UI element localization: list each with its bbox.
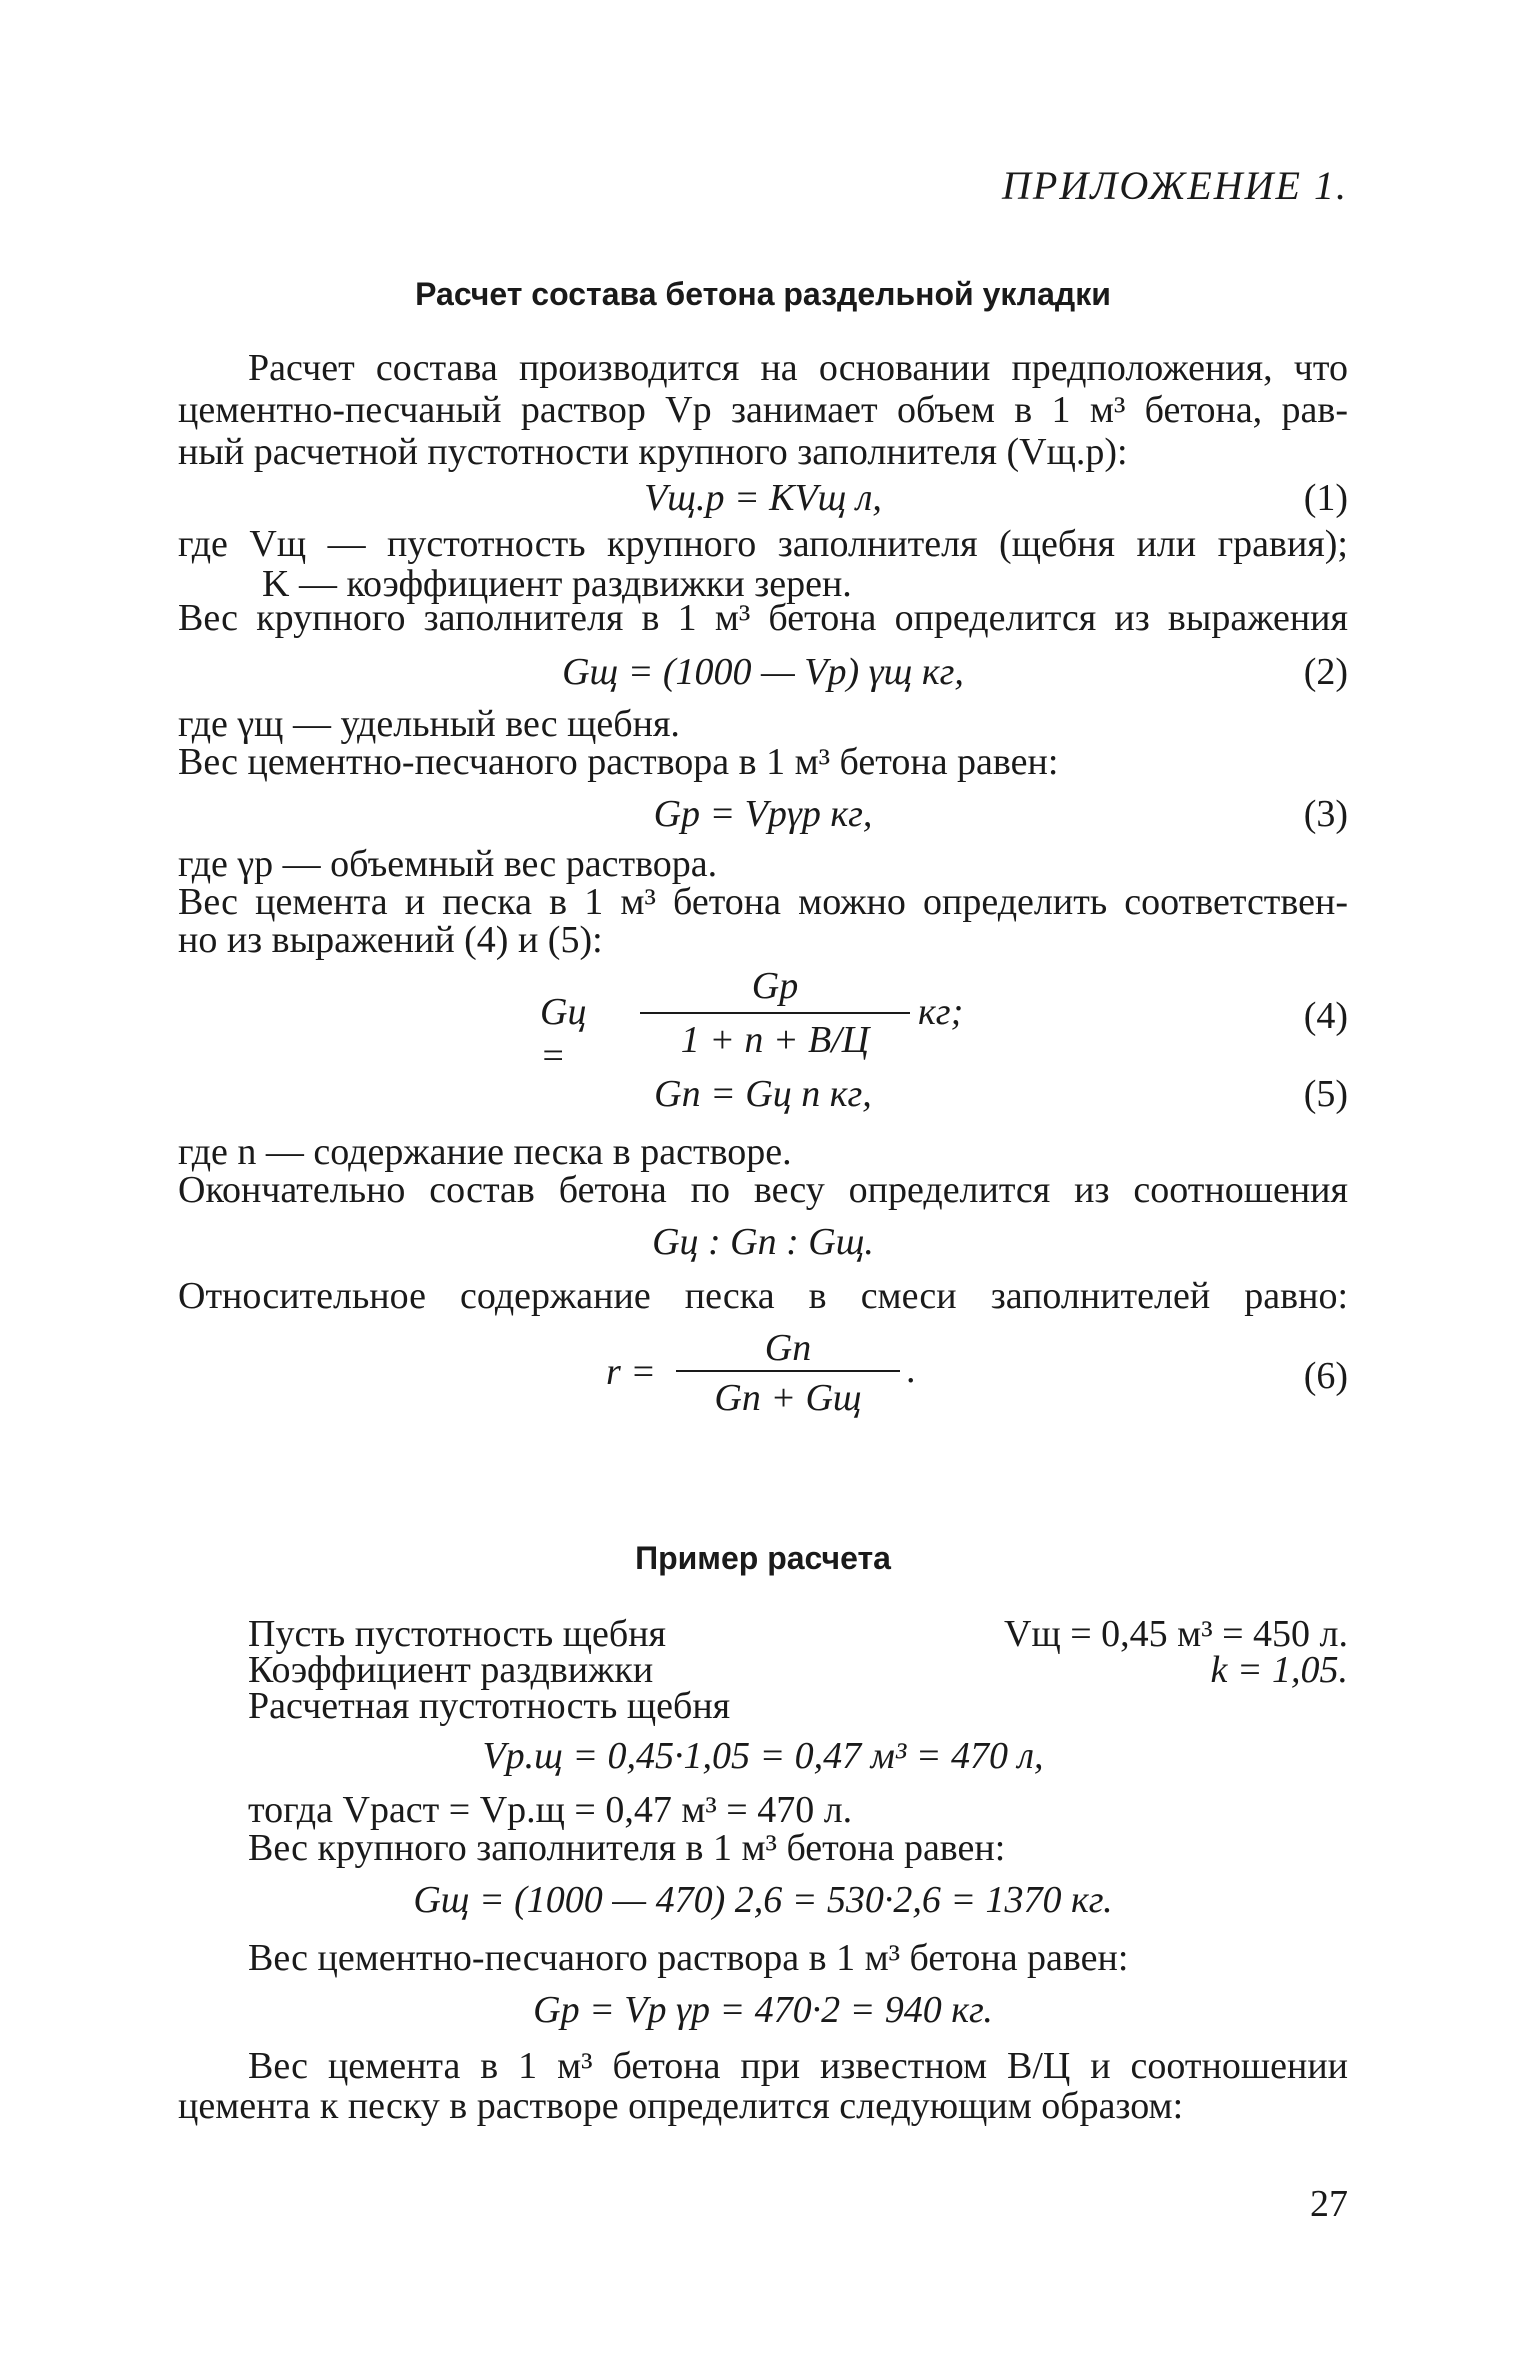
where-line-1b: K — коэффициент раздвижки зерен. bbox=[262, 563, 852, 605]
where-line-3: где γр — объемный вес раствора. bbox=[178, 843, 718, 885]
equation-6-fraction-bar bbox=[676, 1370, 900, 1372]
equation-6-lhs: r = bbox=[606, 1351, 656, 1393]
example-row-2-label: Коэффициент раздвижки bbox=[248, 1649, 654, 1691]
final-line: Окончательно состав бетона по весу определится из соотношения bbox=[178, 1169, 1348, 1211]
example-cement-line-2: цемента к песку в растворе определится следующим образом: bbox=[178, 2085, 1184, 2127]
equation-3-number: (3) bbox=[1303, 793, 1348, 835]
appendix-label: ПРИЛОЖЕНИЕ 1. bbox=[1002, 163, 1348, 208]
example-title: Пример расчета bbox=[635, 1540, 891, 1576]
intro-line-3: ный расчетной пустотности крупного заполнителя (Vщ.р): bbox=[178, 431, 1128, 473]
equation-2: Gщ = (1000 — Vр) γщ кг, bbox=[562, 651, 964, 693]
example-coarse-line: Вес крупного заполнителя в 1 м³ бетона равен: bbox=[248, 1827, 1006, 1869]
example-calc-2: Gщ = (1000 — 470) 2,6 = 530·2,6 = 1370 кг. bbox=[413, 1879, 1113, 1921]
equation-2-number: (2) bbox=[1303, 651, 1348, 693]
weight-mortar-line: Вес цементно-песчаного раствора в 1 м³ бетона равен: bbox=[178, 741, 1059, 783]
example-then-line: тогда Vраст = Vр.щ = 0,47 м³ = 470 л. bbox=[248, 1789, 853, 1831]
page-number: 27 bbox=[1310, 2183, 1348, 2225]
equation-6-number: (6) bbox=[1303, 1355, 1348, 1397]
equation-6-period: . bbox=[906, 1349, 916, 1391]
example-mortar-line: Вес цементно-песчаного раствора в 1 м³ бетона равен: bbox=[248, 1937, 1129, 1979]
example-row-1-label: Пусть пустотность щебня bbox=[248, 1613, 667, 1655]
equation-4-unit: кг; bbox=[918, 991, 964, 1033]
example-row-1-value: Vщ = 0,45 м³ = 450 л. bbox=[1004, 1613, 1348, 1655]
intro-line-2: цементно-песчаный раствор Vр занимает объем в 1 м³ бетона, рав- bbox=[178, 389, 1348, 431]
example-row-3-label: Расчетная пустотность щебня bbox=[248, 1685, 731, 1727]
weight-cement-line-2: но из выражений (4) и (5): bbox=[178, 919, 603, 961]
example-calc-3: Gр = Vр γр = 470·2 = 940 кг. bbox=[533, 1989, 993, 2031]
equation-4-number: (4) bbox=[1303, 995, 1348, 1037]
relative-content-line: Относительное содержание песка в смеси заполнителей равно: bbox=[178, 1275, 1348, 1317]
weight-coarse-line: Вес крупного заполнителя в 1 м³ бетона определится из выражения bbox=[178, 597, 1348, 639]
section-title: Расчет состава бетона раздельной укладки bbox=[415, 276, 1111, 312]
equation-3: Gр = Vрγр кг, bbox=[653, 793, 873, 835]
equation-4-denominator: 1 + n + В/Ц bbox=[680, 1019, 870, 1061]
weight-cement-line-1: Вес цемента и песка в 1 м³ бетона можно определить соответствен- bbox=[178, 881, 1348, 923]
equation-4-lhs: Gц = bbox=[540, 991, 587, 1077]
equation-6-numerator: Gп bbox=[764, 1327, 812, 1369]
equation-1-number: (1) bbox=[1303, 477, 1348, 519]
intro-line-1: Расчет состава производится на основании предположения, что bbox=[248, 347, 1348, 389]
equation-5-number: (5) bbox=[1303, 1073, 1348, 1115]
where-line-5: где n — содержание песка в растворе. bbox=[178, 1131, 792, 1173]
example-calc-1: Vр.щ = 0,45·1,05 = 0,47 м³ = 470 л, bbox=[482, 1735, 1044, 1777]
where-line-2: где γщ — удельный вес щебня. bbox=[178, 703, 680, 745]
equation-4-numerator: Gр bbox=[751, 965, 799, 1007]
equation-5: Gп = Gц n кг, bbox=[654, 1073, 872, 1115]
example-cement-line-1: Вес цемента в 1 м³ бетона при известном В/Ц и соотношении bbox=[248, 2045, 1348, 2087]
example-row-2-value: k = 1,05. bbox=[1210, 1649, 1348, 1691]
equation-6-denominator: Gп + Gщ bbox=[714, 1377, 862, 1419]
equation-4-fraction-bar bbox=[640, 1012, 910, 1014]
ratio-expression: Gц : Gп : Gщ. bbox=[652, 1221, 874, 1263]
equation-1: Vщ.р = KVщ л, bbox=[644, 477, 882, 519]
where-line-1: где Vщ — пустотность крупного заполнителя (щебня или гравия); bbox=[178, 523, 1348, 565]
